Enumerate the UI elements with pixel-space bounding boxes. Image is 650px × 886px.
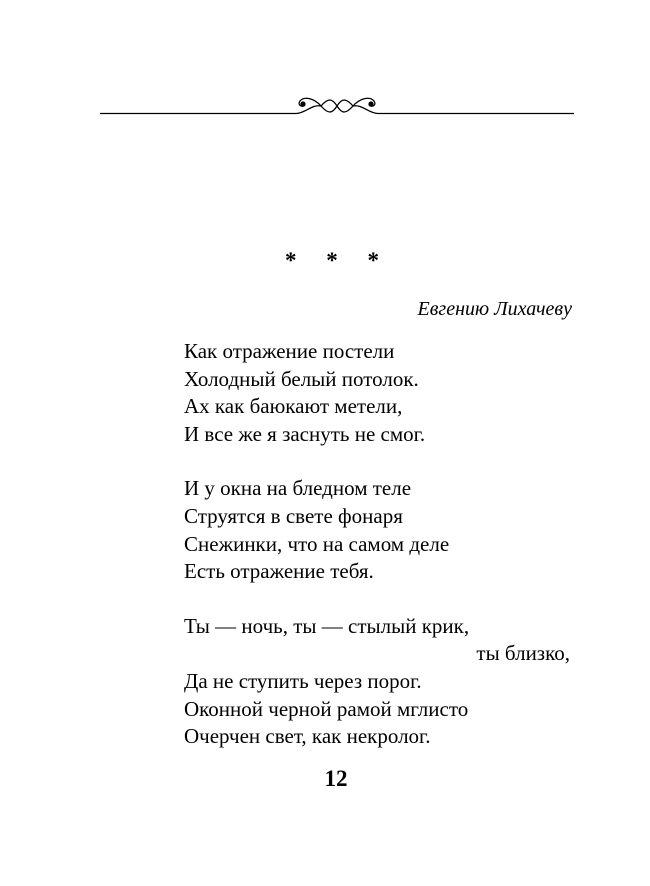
poem-line: И все же я заснуть не смог. [184,421,426,446]
poem-line-indented: ты близко, [476,641,570,666]
page-number: 12 [324,766,348,791]
stanza [184,613,574,751]
poem-line: Снежинки, что на самом деле [184,531,450,556]
poem-line: Как отражение постели [184,339,395,363]
poem-line: Есть отражение тебя. [184,559,374,584]
poem [184,338,574,778]
poem-line: Очерчен свет, как некролог. [184,724,431,749]
poem-line: Да не ступить через порог. [184,668,422,693]
poem-line: И у окна на бледном теле [184,476,412,501]
flourish-divider-icon [100,94,574,118]
poem-line: Ты — ночь, ты — стылый крик, [184,613,470,638]
poem-line: Оконной черной рамой мглисто [184,696,469,721]
poem-line: Струятся в свете фонаря [184,503,403,528]
poem-line: Холодный белый потолок. [184,366,419,391]
stanza [184,475,574,585]
section-separator: * * * [285,248,391,273]
poem-line: Ах как баюкают метели, [184,394,403,419]
dedication: Евгению Лихачеву [417,298,572,320]
stanza [184,338,574,448]
